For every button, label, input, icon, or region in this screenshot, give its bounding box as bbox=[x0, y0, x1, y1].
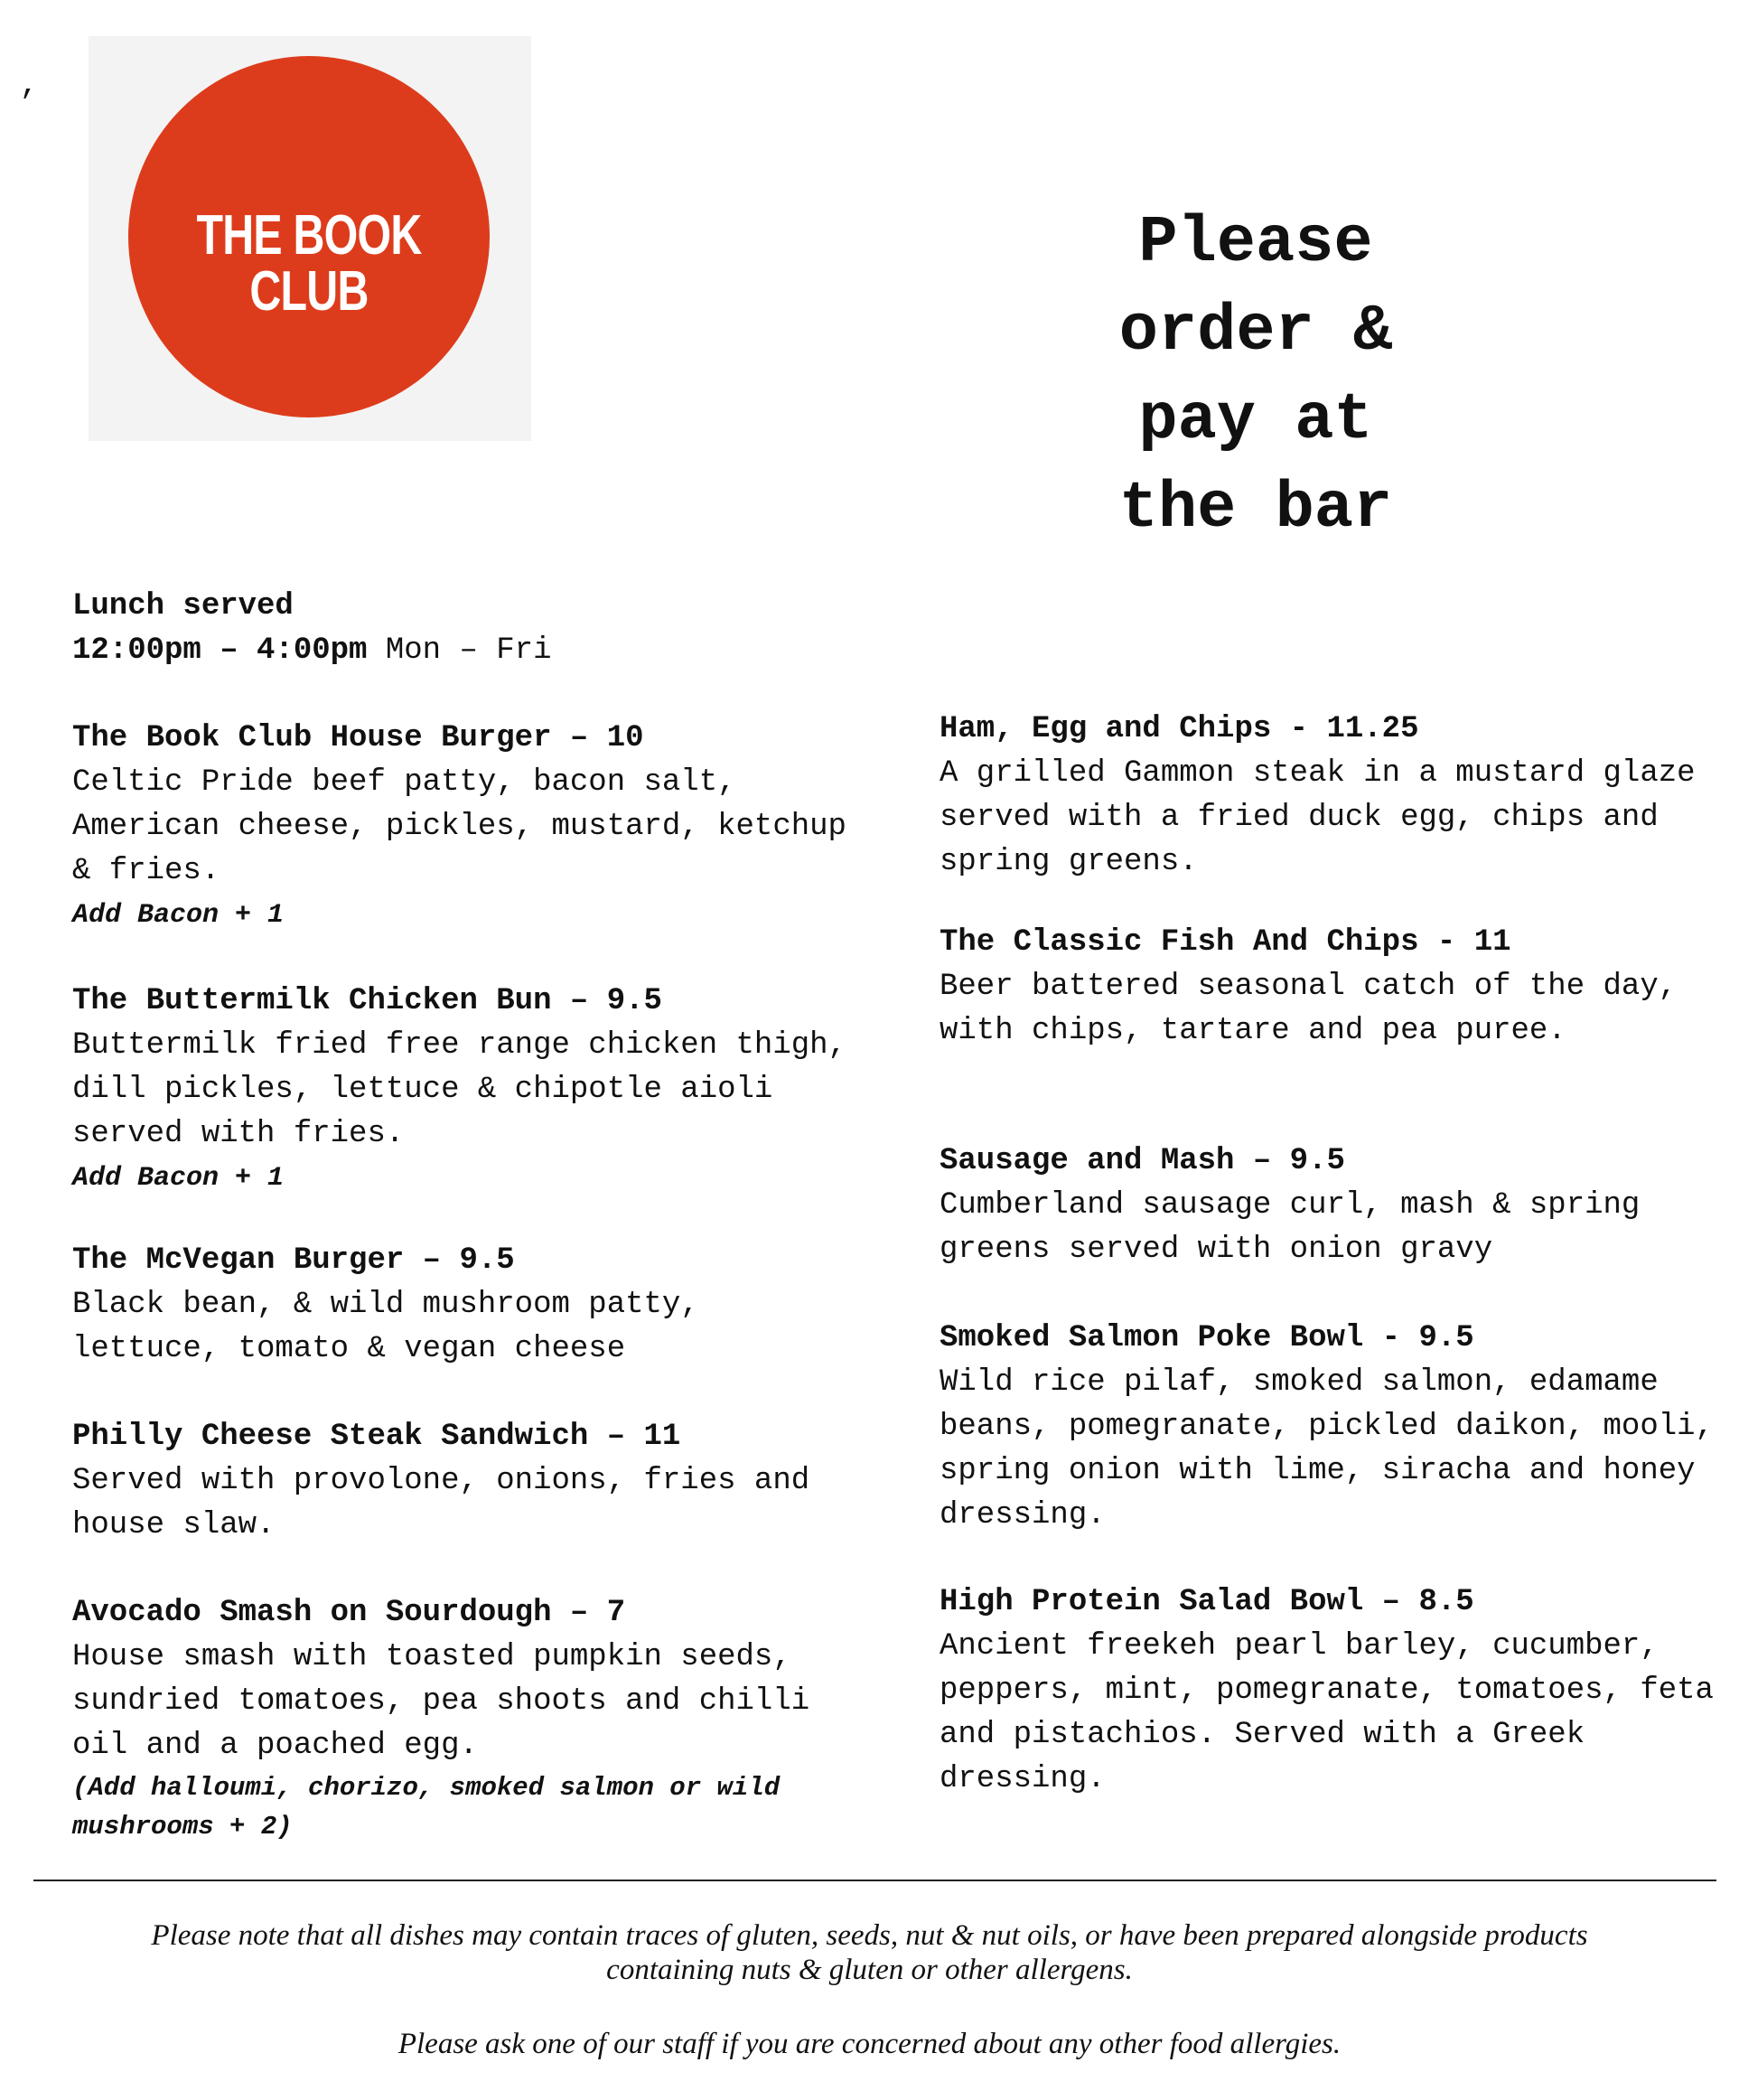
menu-item bbox=[940, 708, 1716, 885]
menu-item-title: The Book Club House Burger – 10 bbox=[72, 721, 644, 755]
logo-text: THE BOOK CLUB bbox=[196, 204, 422, 323]
menu-item-title: Avocado Smash on Sourdough – 7 bbox=[72, 1596, 626, 1630]
menu-item-title: The Classic Fish And Chips - 11 bbox=[940, 925, 1511, 960]
logo-circle bbox=[128, 56, 490, 417]
menu-item-title: High Protein Salad Bowl – 8.5 bbox=[940, 1585, 1474, 1619]
menu-item-description: Buttermilk fried free range chicken thigh, dill pickles, lettuce & chipotle aioli served with fries. bbox=[72, 1028, 846, 1151]
menu-item-addon: (Add halloumi, chorizo, smoked salmon or wild mushrooms + 2) bbox=[72, 1773, 781, 1842]
menu-item-description: Ancient freekeh pearl barley, cucumber, peppers, mint, pomegranate, tomatoes, feta and pistachios. Served with a Greek dressing. bbox=[940, 1629, 1714, 1796]
menu-item bbox=[940, 1317, 1716, 1538]
order-at-bar-notice bbox=[985, 199, 1527, 553]
menu-item bbox=[72, 1415, 849, 1548]
menu-item bbox=[72, 980, 849, 1201]
menu-item-description: House smash with toasted pumpkin seeds, sundried tomatoes, pea shoots and chilli oil and a poached egg. bbox=[72, 1640, 810, 1763]
menu-item bbox=[940, 921, 1716, 1054]
lunch-times bbox=[72, 629, 849, 673]
lunch-days: Mon – Fri bbox=[367, 633, 552, 668]
lunch-heading: Lunch served bbox=[72, 589, 294, 623]
order-notice-line-1: Please bbox=[1138, 206, 1373, 280]
order-notice-line-3: pay at bbox=[1138, 383, 1373, 457]
menu-item bbox=[940, 1139, 1716, 1272]
menu-item-title: Smoked Salmon Poke Bowl - 9.5 bbox=[940, 1321, 1474, 1355]
menu-item-title: Ham, Egg and Chips - 11.25 bbox=[940, 712, 1419, 746]
menu-item-description: Celtic Pride beef patty, bacon salt, American cheese, pickles, mustard, ketchup & fries. bbox=[72, 765, 846, 888]
menu-item bbox=[72, 1591, 849, 1846]
menu-item-description: Black bean, & wild mushroom patty, lettuce, tomato & vegan cheese bbox=[72, 1288, 699, 1366]
menu-item-title: The McVegan Burger – 9.5 bbox=[72, 1243, 515, 1278]
lunch-hours bbox=[72, 585, 849, 673]
menu-item-title: The Buttermilk Chicken Bun – 9.5 bbox=[72, 984, 662, 1018]
menu-item bbox=[72, 717, 849, 938]
menu-item-description: Served with provolone, onions, fries and house slaw. bbox=[72, 1464, 810, 1542]
footer-divider bbox=[33, 1880, 1716, 1881]
allergen-note: Please note that all dishes may contain traces of gluten, seeds, nut & nut oils, or have been prepared alongside products containing nuts & gluten or other allergens. bbox=[151, 1919, 1588, 1986]
order-notice-line-2: order & bbox=[1118, 295, 1393, 369]
menu-item-title: Philly Cheese Steak Sandwich – 11 bbox=[72, 1420, 681, 1454]
staff-allergy-note: Please ask one of our staff if you are concerned about any other food allergies. bbox=[397, 2028, 1342, 2060]
menu-item-description: Cumberland sausage curl, mash & spring greens served with onion gravy bbox=[940, 1188, 1641, 1267]
menu-item-description: Beer battered seasonal catch of the day, with chips, tartare and pea puree. bbox=[940, 970, 1678, 1048]
stray-comma: , bbox=[20, 69, 39, 103]
order-notice-line-4: the bar bbox=[1118, 472, 1393, 546]
menu-item bbox=[940, 1580, 1716, 1802]
menu-item bbox=[72, 1239, 849, 1372]
menu-item-description: Wild rice pilaf, smoked salmon, edamame beans, pomegranate, pickled daikon, mooli, spring onion with lime, siracha and honey dressing. bbox=[940, 1365, 1714, 1533]
menu-item-addon: Add Bacon + 1 bbox=[72, 900, 285, 931]
menu-item-addon: Add Bacon + 1 bbox=[72, 1163, 285, 1194]
book-club-logo bbox=[89, 36, 531, 441]
lunch-time-range: 12:00pm – 4:00pm bbox=[72, 633, 368, 668]
menu-item-title: Sausage and Mash – 9.5 bbox=[940, 1144, 1345, 1178]
menu-item-description: A grilled Gammon steak in a mustard glaze served with a fried duck egg, chips and spring greens. bbox=[940, 756, 1696, 879]
